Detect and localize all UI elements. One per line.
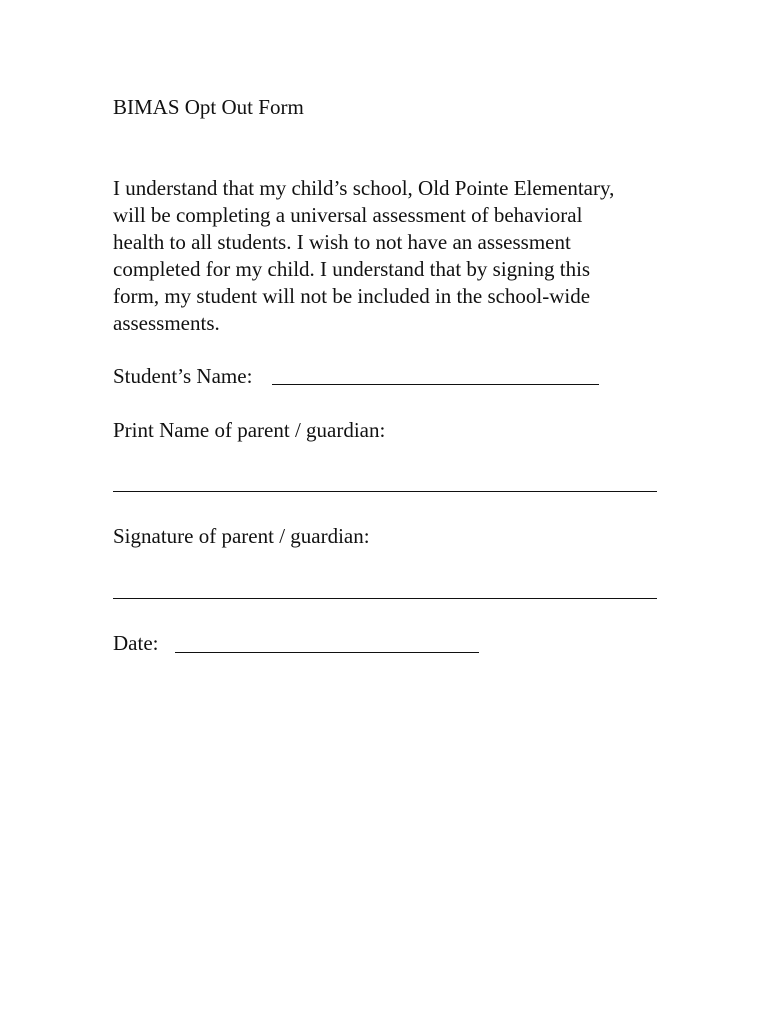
paragraph-line: assessments.	[113, 311, 220, 335]
paragraph-line: will be completing a universal assessment of behavioral	[113, 203, 583, 227]
parent-print-name-label: Print Name of parent / guardian:	[113, 418, 386, 442]
paragraph-line: form, my student will not be included in the school-wide	[113, 284, 591, 308]
student-name-label: Student’s Name:	[113, 364, 253, 388]
paragraph-line: I understand that my child’s school, Old Pointe Elementary,	[113, 176, 615, 200]
paragraph-line: completed for my child. I understand that by signing this	[113, 257, 591, 281]
consent-paragraph	[113, 175, 673, 337]
student-name-line[interactable]	[272, 384, 599, 385]
parent-signature-line[interactable]	[113, 598, 657, 599]
form-title: BIMAS Opt Out Form	[113, 95, 304, 119]
paragraph-line: health to all students. I wish to not have an assessment	[113, 230, 571, 254]
date-label: Date:	[113, 631, 159, 655]
parent-print-name-line[interactable]	[113, 491, 657, 492]
parent-signature-label: Signature of parent / guardian:	[113, 524, 370, 548]
date-line[interactable]	[175, 652, 479, 653]
